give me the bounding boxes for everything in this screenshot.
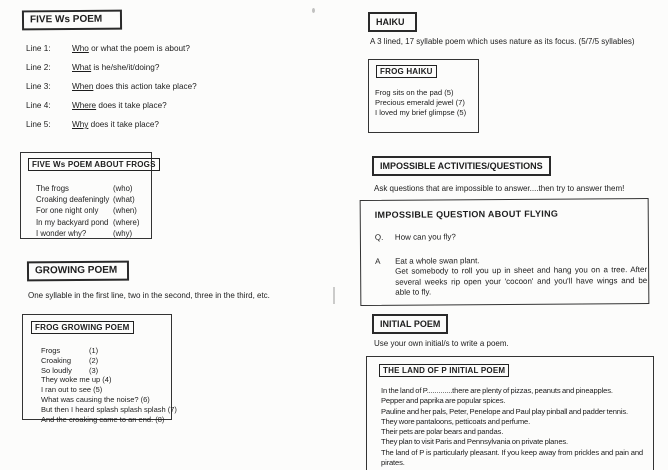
example-title: IMPOSSIBLE QUESTION ABOUT FLYING bbox=[374, 208, 559, 220]
rule-keyword: Where bbox=[72, 101, 97, 110]
poem-line-row bbox=[41, 346, 171, 356]
scan-artifact-dash bbox=[333, 287, 335, 304]
poem-line-tag: (when) bbox=[113, 206, 137, 216]
question-label: Q. bbox=[374, 232, 384, 242]
line-number-label: Line 2: bbox=[26, 63, 51, 72]
answer-line-1: Eat a whole swan plant. bbox=[395, 255, 480, 266]
poem-line-text: Croaking deafeningly bbox=[36, 195, 110, 205]
section-heading-impossible-activities: IMPOSSIBLE ACTIVITIES/QUESTIONS bbox=[372, 156, 551, 176]
rule-keyword: When bbox=[72, 82, 94, 91]
poem-line-row bbox=[41, 415, 171, 425]
rule-rest: is he/she/it/doing? bbox=[91, 63, 160, 72]
poem-line-tag: (what) bbox=[113, 195, 135, 205]
poem-line-text: They woke me up (4) bbox=[41, 375, 112, 385]
section-heading-five-ws-poem: FIVE Ws POEM bbox=[22, 10, 122, 31]
poem-line-text: Frog sits on the pad (5) bbox=[375, 88, 454, 97]
poem-line-text: In the land of P.............there are plenty of pizzas, peanuts and pineapples. bbox=[381, 386, 613, 395]
growing-poem-description: One syllable in the first line, two in the second, three in the third, etc. bbox=[28, 291, 270, 300]
five-ws-rule-list bbox=[26, 44, 197, 139]
poem-rule-row bbox=[26, 82, 197, 92]
section-heading-initial-poem: INITIAL POEM bbox=[372, 314, 448, 334]
poem-line-tag: (2) bbox=[89, 355, 99, 365]
rule-rest: does it take place? bbox=[96, 101, 167, 110]
example-poem-lines bbox=[41, 346, 177, 424]
poem-line-text: They wore pantaloons, petticoats and perfume. bbox=[381, 416, 531, 426]
poem-line-tag: (why) bbox=[113, 228, 133, 238]
scan-artifact-dot bbox=[312, 8, 315, 13]
poem-line-text: So loudly bbox=[41, 365, 72, 375]
example-box-five-ws-about-frogs bbox=[20, 152, 156, 239]
example-title: THE LAND OF P INITIAL POEM bbox=[379, 364, 509, 377]
example-title: FIVE Ws POEM ABOUT FROGS bbox=[28, 158, 160, 171]
poem-line-tag: (1) bbox=[89, 346, 99, 355]
haiku-description: A 3 lined, 17 syllable poem which uses nature as its focus. (5/7/5 syllables) bbox=[370, 37, 635, 46]
poem-line-row bbox=[36, 228, 151, 239]
poem-line-row bbox=[41, 385, 171, 395]
rule-text bbox=[72, 101, 167, 111]
question-text: How can you fly? bbox=[394, 232, 456, 242]
example-box-impossible-question-flying bbox=[360, 198, 650, 306]
poem-line-row bbox=[36, 194, 151, 205]
poem-line-text: But then I heard splash splash splash (7) bbox=[41, 404, 177, 414]
poem-line-text: Pepper and paprika are popular spices. bbox=[381, 396, 506, 406]
poem-line-text: I wonder why? bbox=[36, 228, 87, 238]
example-poem-lines bbox=[381, 386, 643, 468]
poem-line-text: For one night only bbox=[36, 206, 99, 216]
poem-line-text: I loved my brief glimpse (5) bbox=[375, 108, 467, 117]
rule-text bbox=[72, 63, 159, 73]
section-heading-haiku: HAIKU bbox=[368, 12, 417, 32]
poem-line-row bbox=[36, 217, 151, 228]
example-title: FROG HAIKU bbox=[376, 65, 437, 78]
line-number-label: Line 1: bbox=[26, 44, 51, 53]
example-box-frog-growing-poem bbox=[22, 314, 177, 424]
rule-rest: or what the poem is about? bbox=[88, 44, 190, 53]
poem-line-row bbox=[41, 366, 171, 376]
section-heading-growing-poem: GROWING POEM bbox=[27, 261, 129, 282]
rule-keyword: Why bbox=[72, 120, 89, 129]
poem-line-text: Their pets are polar bears and pandas. bbox=[381, 427, 504, 437]
rule-text bbox=[72, 120, 159, 130]
poem-line-tag: (3) bbox=[89, 365, 99, 375]
impossible-description: Ask questions that are impossible to answer....then try to answer them! bbox=[374, 184, 625, 193]
poem-line-tag: (who) bbox=[113, 184, 133, 193]
poem-rule-row bbox=[26, 101, 197, 111]
poem-line-row bbox=[36, 205, 151, 216]
rule-rest: does this action take place? bbox=[93, 82, 197, 91]
line-number-label: Line 3: bbox=[26, 82, 51, 91]
example-title: FROG GROWING POEM bbox=[31, 321, 134, 334]
poem-line-text: The land of P is particularly pleasant. If you keep away from prickles and pain and pirates. bbox=[381, 447, 643, 468]
line-number-label: Line 4: bbox=[26, 101, 51, 110]
rule-rest: does it take place? bbox=[88, 120, 159, 129]
question-row bbox=[375, 231, 648, 243]
poem-line-text: Precious emerald jewel (7) bbox=[375, 98, 465, 107]
poem-line-row bbox=[41, 375, 171, 385]
answer-row bbox=[375, 254, 648, 298]
poem-line-text: What was causing the noise? (6) bbox=[41, 394, 150, 404]
poem-line-text: They plan to visit Paris and Pennsylvania on private planes. bbox=[381, 437, 569, 447]
rule-text bbox=[72, 82, 197, 92]
poem-line-row bbox=[41, 356, 171, 366]
poem-line-text: Croaking bbox=[41, 355, 72, 365]
rule-text bbox=[72, 44, 190, 54]
poem-line-row bbox=[41, 404, 177, 415]
poem-rule-row bbox=[26, 120, 197, 130]
answer-line-2: Get somebody to roll you up in sheet and hang you on a tree. After several weeks rip open your 'cocoon' and you'll have wings and be able to fly. bbox=[395, 265, 648, 297]
poem-rule-row bbox=[26, 44, 197, 54]
poem-line-row bbox=[41, 395, 171, 405]
poem-line-text: Frogs bbox=[41, 346, 61, 355]
example-box-land-of-p-initial-poem bbox=[366, 356, 654, 470]
poem-line-row bbox=[36, 183, 151, 194]
answer-label: A bbox=[375, 256, 381, 266]
rule-keyword: Who bbox=[72, 44, 89, 53]
example-box-frog-haiku bbox=[368, 59, 479, 133]
answer-text bbox=[395, 255, 647, 299]
initial-poem-description: Use your own initial/s to write a poem. bbox=[374, 339, 509, 348]
example-poem-lines bbox=[36, 183, 151, 239]
line-number-label: Line 5: bbox=[26, 120, 51, 129]
poem-rule-row bbox=[26, 63, 197, 73]
poem-line-tag: (where) bbox=[113, 217, 140, 227]
poem-line-text: The frogs bbox=[36, 184, 69, 193]
poem-line-text: Pauline and her pals, Peter, Penelope and Paul play pinball and padder tennis. bbox=[381, 406, 629, 416]
poem-line-text: I ran out to see (5) bbox=[41, 385, 103, 395]
example-poem-lines bbox=[375, 88, 478, 118]
poem-line-text: And the croaking came to an end. (8) bbox=[41, 414, 165, 424]
poem-line-text: In my backyard pond bbox=[36, 217, 109, 227]
rule-keyword: What bbox=[72, 63, 92, 72]
